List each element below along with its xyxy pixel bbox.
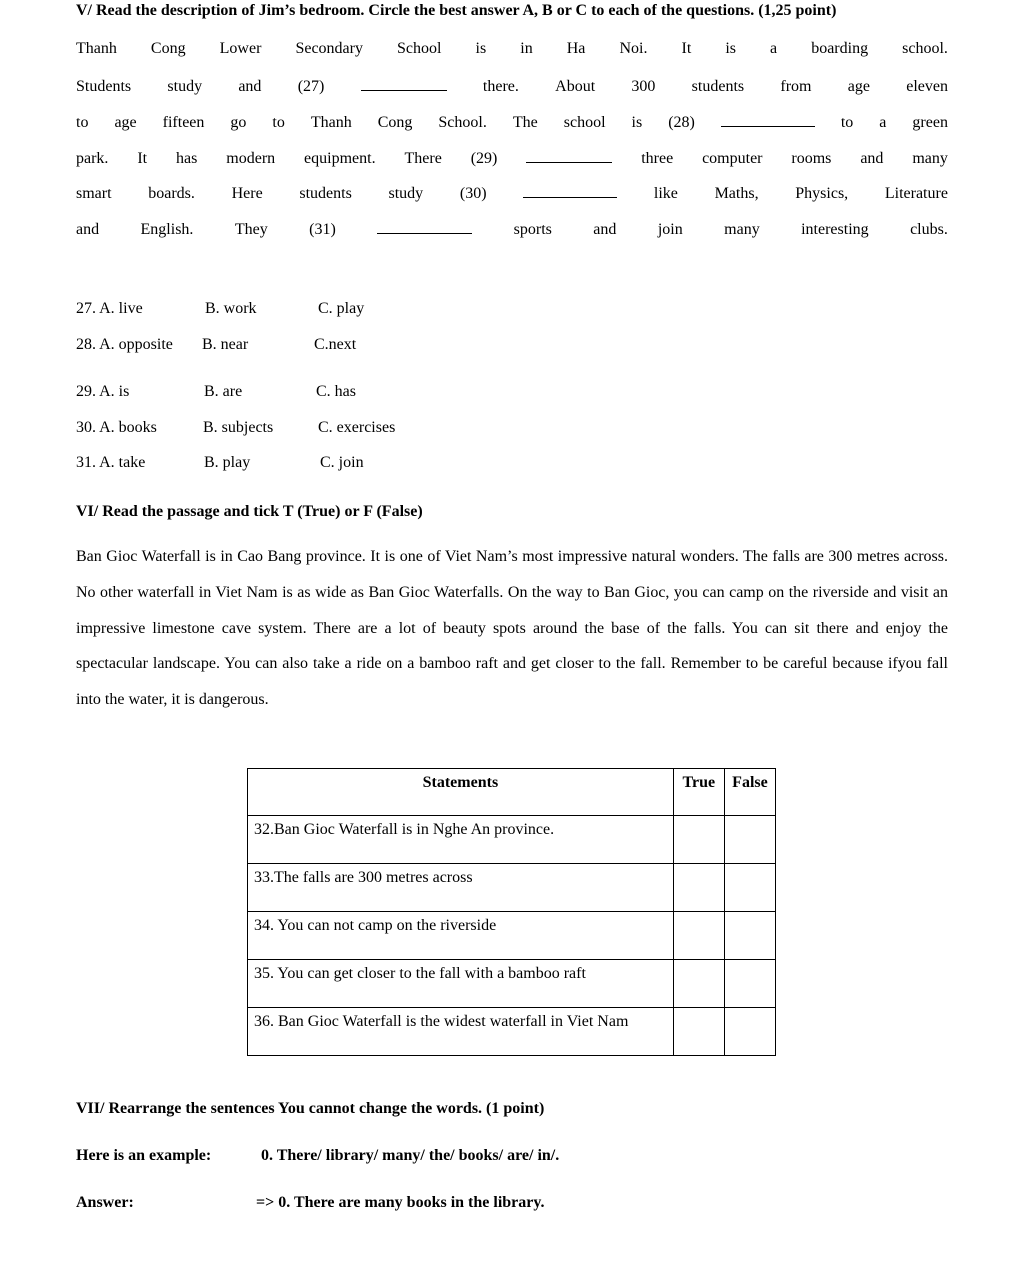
example-text: 0. There/ library/ many/ the/ books/ are/ in/. [261,1147,560,1164]
question-30-a[interactable]: 30. A. books [76,419,157,436]
statement-32: 32.Ban Gioc Waterfall is in Nghe An province. [248,816,674,864]
passage-word: Cong [377,114,413,131]
true-cell-34[interactable] [673,912,724,960]
passage-line [76,148,948,170]
passage-word: a [770,40,778,57]
answer-blank[interactable] [526,148,612,163]
question-27-c[interactable]: C. play [318,300,365,317]
question-31-a[interactable]: 31. A. take [76,454,146,471]
answer-label: Answer: [76,1194,134,1211]
passage-word: students [691,78,745,95]
passage-word: It [681,40,692,57]
passage-word: interesting [801,221,869,238]
true-header: True [673,769,724,816]
answer-blank[interactable] [377,219,472,234]
passage-word: age [114,114,137,131]
passage-word: smart [76,185,112,202]
passage-word: fifteen [162,114,205,131]
passage-word: many [724,221,760,238]
question-30-b[interactable]: B. subjects [203,419,274,436]
question-27-a[interactable]: 27. A. live [76,300,143,317]
passage-word: from [780,78,812,95]
passage-word: to [272,114,285,131]
passage-word: They [234,221,268,238]
table-row [248,816,776,864]
waterfall-passage: Ban Gioc Waterfall is in Cao Bang province. It is one of Viet Nam’s most impressive natural wonders. The falls are 300 metres across. No other waterfall in Viet Nam is as wide as Ban Gioc Waterfalls. On the way to Ban Gioc, you can camp on the riverside and visit an impressive limestone cave system. There are a lot of beauty spots around the base of the falls. You can sit there and enjoy the spectacular landscape. You can also take a ride on a bamboo raft and get closer to the fall. Remember to be careful because ifyou fall into the water, it is dangerous. [76,548,948,709]
statement-35: 35. You can get closer to the fall with a bamboo raft [248,960,674,1008]
statement-36: 36. Ban Gioc Waterfall is the widest waterfall in Viet Nam [248,1008,674,1056]
false-cell-32[interactable] [724,816,775,864]
passage-word: modern [226,150,276,167]
passage-word: there. [482,78,519,95]
true-false-table [247,768,776,1056]
false-cell-35[interactable] [724,960,775,1008]
passage-word: Maths, [714,185,759,202]
section-7-heading: VII/ Rearrange the sentences You cannot change the words. (1 point) [76,1100,545,1117]
passage-word: school. [902,40,948,57]
passage-word: students [299,185,352,202]
passage-word: Ha [566,40,586,57]
passage-word: Physics, [795,185,849,202]
false-cell-36[interactable] [724,1008,775,1056]
passage-word: clubs. [910,221,948,238]
passage-word: (30) [459,185,487,202]
section-5-heading: V/ Read the description of Jim’s bedroom. Circle the best answer A, B or C to each of the questions. (1,25 point) [76,2,837,19]
true-cell-35[interactable] [673,960,724,1008]
passage-word: boards. [148,185,195,202]
passage-word: (31) [309,221,336,238]
passage-word: is [631,114,643,131]
passage-word: There [404,150,442,167]
passage-word: and [593,221,617,238]
answer-blank[interactable] [361,76,447,91]
table-row [248,912,776,960]
passage-line [76,112,948,134]
passage-word: sports [513,221,552,238]
passage-word: and [860,150,884,167]
passage-word: (28) [668,114,695,131]
passage-line [76,219,948,241]
table-row [248,864,776,912]
passage-word: Literature [884,185,948,202]
passage-word: go [230,114,247,131]
passage-word: equipment. [304,150,376,167]
passage-word: and [238,78,262,95]
passage-word: School. [438,114,487,131]
passage-line [76,183,948,205]
passage-word: age [847,78,870,95]
statement-33: 33.The falls are 300 metres across [248,864,674,912]
passage-line [76,76,948,98]
question-31-c[interactable]: C. join [320,454,364,471]
passage-word: many [912,150,948,167]
passage-word: three [641,150,674,167]
answer-blank[interactable] [721,112,815,127]
true-cell-32[interactable] [673,816,724,864]
example-label: Here is an example: [76,1147,212,1164]
passage-word: in [520,40,533,57]
passage-word: study [388,185,424,202]
true-cell-36[interactable] [673,1008,724,1056]
passage-word: Noi. [619,40,648,57]
passage-word: rooms [791,150,832,167]
passage-word: park. [76,150,109,167]
passage-word: Thanh [310,114,352,131]
question-28-c[interactable]: C.next [314,336,357,353]
passage-word: school [563,114,606,131]
passage-word: (29) [470,150,498,167]
passage-word: join [657,221,683,238]
passage-word: Secondary [295,40,363,57]
passage-word: study [167,78,203,95]
true-cell-33[interactable] [673,864,724,912]
passage-word: is [475,40,487,57]
statements-header: Statements [248,769,674,816]
question-28-b[interactable]: B. near [202,336,249,353]
table-row [248,1008,776,1056]
passage-word: Thanh [76,40,117,57]
question-31-b[interactable]: B. play [204,454,251,471]
passage-word: boarding [811,40,869,57]
answer-blank[interactable] [523,183,617,198]
passage-word: The [512,114,538,131]
passage-word: to [76,114,89,131]
passage-word: a [879,114,887,131]
question-29-b[interactable]: B. are [204,383,243,400]
passage-word: About [555,78,596,95]
passage-word: to [840,114,854,131]
question-28-a[interactable]: 28. A. opposite [76,336,173,353]
passage-word: Students [76,78,132,95]
passage-word: 300 [631,78,656,95]
passage-word: (27) [297,78,325,95]
table-header-row [248,769,776,816]
passage-line [76,40,948,62]
passage-word: like [653,185,678,202]
passage-word: and [76,221,100,238]
question-29-a[interactable]: 29. A. is [76,383,130,400]
passage-word: green [912,114,948,131]
passage-word: School [397,40,442,57]
passage-word: is [725,40,736,57]
passage-word: has [176,150,198,167]
statement-34: 34. You can not camp on the riverside [248,912,674,960]
passage-word: It [137,150,148,167]
question-27-b[interactable]: B. work [205,300,257,317]
section-6-heading: VI/ Read the passage and tick T (True) or F (False) [76,503,423,520]
passage-word: English. [140,221,194,238]
false-header: False [724,769,775,816]
table-row [248,960,776,1008]
passage-word: Here [231,185,263,202]
false-cell-33[interactable] [724,864,775,912]
answer-text: => 0. There are many books in the library. [256,1194,545,1211]
passage-word: eleven [906,78,948,95]
false-cell-34[interactable] [724,912,775,960]
question-30-c[interactable]: C. exercises [318,419,396,436]
question-29-c[interactable]: C. has [316,383,356,400]
passage-word: Lower [219,40,262,57]
passage-word: Cong [150,40,186,57]
passage-word: computer [702,150,763,167]
